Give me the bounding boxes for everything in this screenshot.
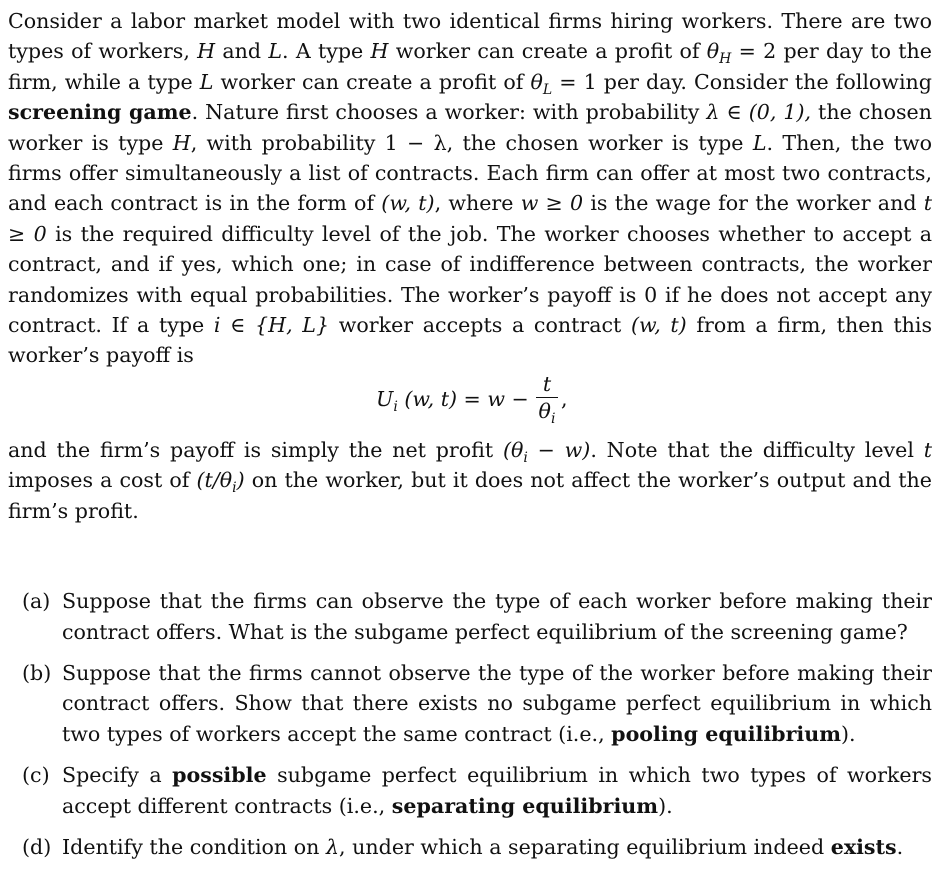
math: − w)	[527, 437, 591, 462]
question-text: Specify a	[62, 763, 173, 788]
question-text: Identify the condition on	[62, 834, 326, 859]
math-wt: (w, t)	[381, 191, 435, 216]
text: then this worker’s payoff is	[8, 313, 933, 368]
question-text: .	[896, 834, 904, 859]
text: worker accepts a contract	[329, 313, 631, 338]
intro-paragraph	[8, 6, 932, 371]
text: worker can create a profit of	[388, 39, 707, 64]
text: the firm’s profit.	[8, 468, 932, 523]
fraction-denominator	[535, 398, 559, 428]
text: the two firms offer simultaneously a list of contracts. Each firm can offer at most two	[8, 130, 933, 186]
question-tag: (b)	[22, 660, 52, 685]
math-sub: i	[550, 411, 556, 428]
math: (θ	[502, 437, 524, 462]
math-t: t	[923, 437, 933, 462]
math-theta: θ	[530, 69, 543, 94]
bold-term: separating equilibrium	[391, 793, 659, 818]
text: = 2 per day	[731, 39, 864, 64]
question-tag: (c)	[22, 763, 50, 788]
math-w: w ≥ 0	[520, 191, 584, 216]
math-lambda: λ	[325, 834, 340, 859]
math-lambda: λ ∈ (0, 1),	[706, 100, 812, 125]
question-text: ).	[658, 793, 673, 818]
math-l: L	[199, 69, 214, 94]
question-a	[8, 586, 932, 647]
text: accept any contract. If a type	[8, 282, 932, 338]
text: contracts, and each contract is in the form of	[8, 161, 932, 216]
text: is the wage for the	[583, 191, 789, 216]
text: to accept a contract, and if yes, which one; in case of indifference between contracts,	[8, 221, 932, 277]
question-tag: (a)	[22, 589, 51, 614]
math-sub: L	[542, 81, 553, 98]
bold-term: exists	[830, 834, 897, 859]
question-text: Suppose that the firms cannot observe the type of the worker before making their contract offers. Show that there exists no subgame perfect equilibrium in which two types of workers accept the same contract (i.e.,	[62, 660, 932, 746]
math-h: H	[172, 130, 191, 155]
text: imposes a cost of	[8, 468, 197, 493]
text: , where	[434, 191, 521, 216]
math-theta: θ	[706, 39, 720, 64]
question-c	[8, 760, 932, 821]
text: worker and	[796, 191, 924, 216]
text: on the worker, but it does not affect the worker’s output and	[244, 468, 892, 493]
bold-term: pooling equilibrium	[611, 721, 842, 746]
math-theta: θ	[538, 399, 551, 424]
spacer	[8, 526, 932, 586]
math-u: U	[376, 386, 394, 411]
math-wt: (w, t)	[630, 313, 687, 338]
question-text: Suppose that the firms can observe the type of each worker before making their contract offers. What is the subgame perfect equilibrium of the screening game?	[62, 589, 932, 644]
question-tag: (d)	[22, 834, 52, 859]
math: )	[236, 468, 245, 493]
text: types of workers,	[8, 39, 198, 64]
text: the chosen worker is type	[8, 100, 932, 155]
text: the worker randomizes with equal probabilities. The worker’s payoff is 0 if he does not	[8, 252, 933, 307]
equation-comma: ,	[561, 386, 568, 411]
text: Consider a labor market model with two identical firms hiring workers. There are two	[8, 9, 932, 33]
bold-term: possible	[172, 763, 267, 788]
fraction-numerator: t	[542, 371, 552, 396]
math-sub: i	[523, 449, 528, 466]
bold-term: screening game	[8, 100, 192, 125]
text: . Nature first chooses a worker: with probability	[191, 100, 707, 125]
question-b	[8, 658, 932, 749]
text: , with probability 1 − λ, the chosen worker is type	[190, 130, 753, 155]
text: and the firm’s payoff is simply the net profit	[8, 437, 503, 462]
math-l: L	[752, 130, 767, 155]
text: from a firm,	[686, 313, 828, 338]
math-sub: i	[393, 398, 398, 415]
math-sub: H	[719, 51, 732, 68]
math-i: i ∈ {H, L}	[213, 313, 330, 338]
math: (t/θ	[196, 468, 233, 493]
math-rest: (w, t) = w −	[397, 386, 529, 411]
math-h: H	[197, 39, 216, 64]
text: to the firm, while a type	[8, 39, 932, 94]
math-l: L	[268, 39, 283, 64]
math-h: H	[370, 39, 389, 64]
payoff-equation	[8, 371, 932, 435]
equation-lhs	[376, 386, 529, 415]
text: following	[835, 69, 932, 94]
text: . A type	[282, 39, 371, 64]
question-list	[8, 586, 932, 862]
question-d	[8, 832, 932, 862]
text: . Note that the difficulty level	[590, 437, 924, 462]
after-paragraph	[8, 435, 932, 526]
math-t: t ≥ 0	[8, 191, 933, 246]
fraction	[535, 371, 559, 428]
question-text: ).	[841, 721, 856, 746]
text: and	[215, 39, 269, 64]
text: = 1 per day. Consider the	[552, 69, 829, 94]
text: . Then,	[766, 130, 842, 155]
question-text: , under which a separating equilibrium indeed	[339, 834, 831, 859]
question-text: subgame perfect equilibrium in which two types of workers accept different contracts (i.e.,	[62, 763, 932, 818]
math-sub: i	[232, 480, 237, 497]
text: worker can create a profit of	[213, 69, 531, 94]
text: is the required difficulty level of the job. The worker chooses whether	[46, 221, 805, 246]
